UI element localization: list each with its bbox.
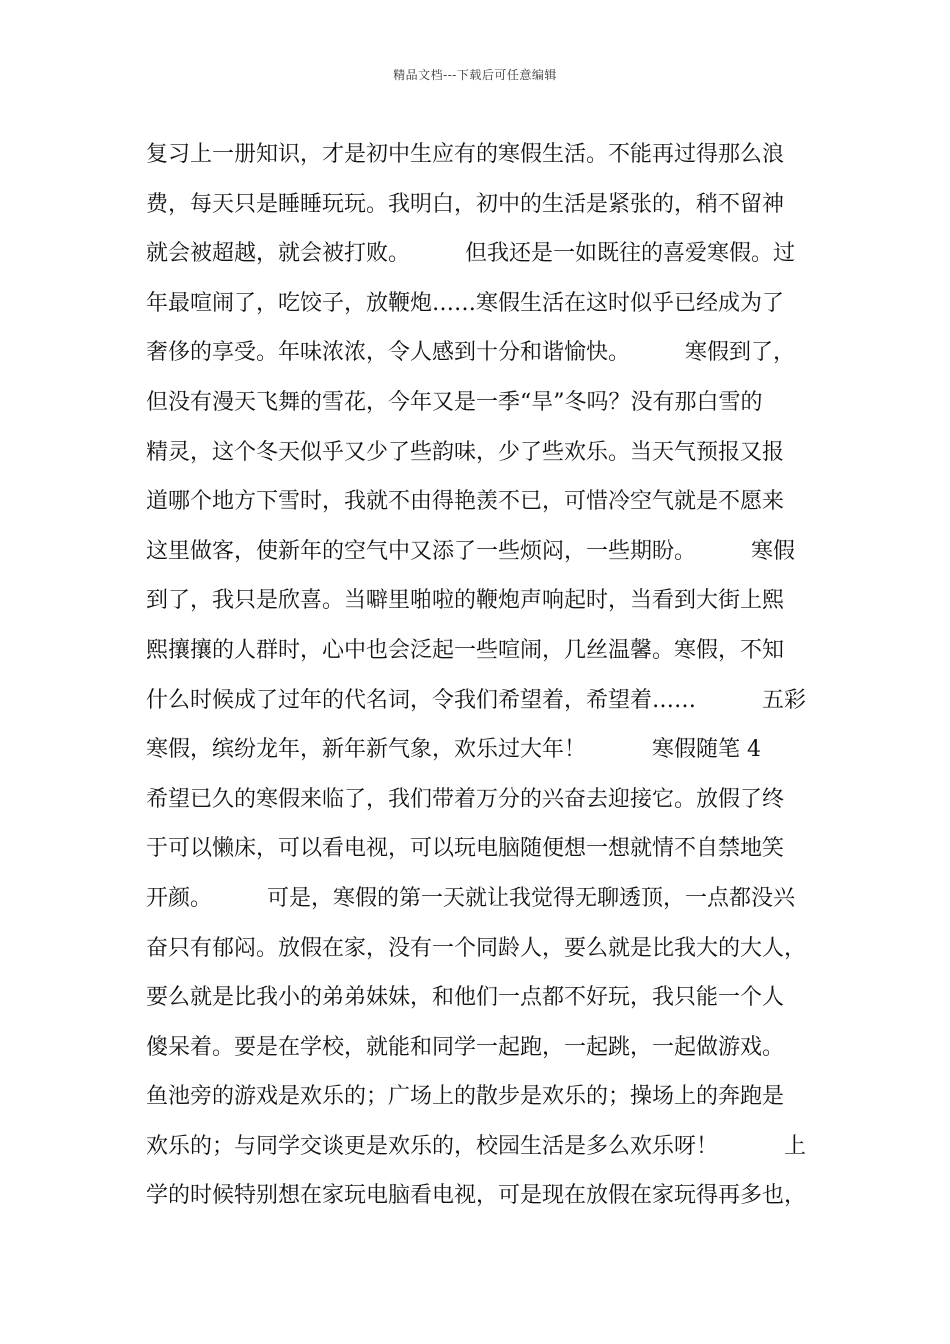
text-line: 学的时候特别想在家玩电脑看电视，可是现在放假在家玩得再多也，: [146, 1183, 807, 1209]
text-line: 熙攘攘的人群时，心中也会泛起一些喧闹，几丝温馨。寒假，不知: [146, 637, 785, 663]
text-line: 开颜。 可是，寒假的第一天就让我觉得无聊透顶，一点都没兴: [146, 885, 796, 911]
text-line: 什么时候成了过年的代名词，令我们希望着，希望着…… 五彩: [146, 687, 807, 713]
text-line: 寒假，缤纷龙年，新年新气象，欢乐过大年！ 寒假随笔 4: [146, 737, 761, 763]
text-line: 奢侈的享受。年味浓浓，令人感到十分和谐愉快。 寒假到了，: [146, 340, 796, 366]
text-line: 要么就是比我小的弟弟妹妹，和他们一点都不好玩，我只能一个人: [146, 985, 785, 1011]
text-line: 道哪个地方下雪时，我就不由得艳羡不已，可惜冷空气就是不愿来: [146, 489, 785, 515]
page-header: 精品文档---下载后可任意编辑: [393, 68, 557, 82]
text-line: 傻呆着。要是在学校，就能和同学一起跑，一起跳，一起做游戏。: [146, 1034, 785, 1060]
text-line: 希望已久的寒假来临了，我们带着万分的兴奋去迎接它。放假了终: [146, 786, 785, 812]
text-line: 奋只有郁闷。放假在家，没有一个同龄人，要么就是比我大的大人，: [146, 935, 807, 961]
text-line: 这里做客，使新年的空气中又添了一些烦闷，一些期盼。 寒假: [146, 538, 796, 564]
body-text: [146, 130, 826, 1221]
text-line: 但没有漫天飞舞的雪花，今年又是一季“旱”冬吗？没有那白雪的: [146, 389, 763, 415]
text-line: 年最喧闹了，吃饺子，放鞭炮……寒假生活在这时似乎已经成为了: [146, 290, 785, 316]
text-line: 就会被超越，就会被打败。 但我还是一如既往的喜爱寒假。过: [146, 241, 796, 267]
text-line: 鱼池旁的游戏是欢乐的；广场上的散步是欢乐的；操场上的奔跑是: [146, 1084, 785, 1110]
text-line: 于可以懒床，可以看电视，可以玩电脑随便想一想就情不自禁地笑: [146, 836, 785, 862]
text-line: 欢乐的；与同学交谈更是欢乐的，校园生活是多么欢乐呀！ 上: [146, 1133, 807, 1159]
text-line: 复习上一册知识，才是初中生应有的寒假生活。不能再过得那么浪: [146, 142, 785, 167]
text-line: 精灵，这个冬天似乎又少了些韵味，少了些欢乐。当天气预报又报: [146, 439, 785, 465]
text-line: 费，每天只是睡睡玩玩。我明白，初中的生活是紧张的，稍不留神: [146, 191, 785, 217]
text-line: 到了，我只是欣喜。当噼里啪啦的鞭炮声响起时，当看到大街上熙: [146, 588, 785, 614]
